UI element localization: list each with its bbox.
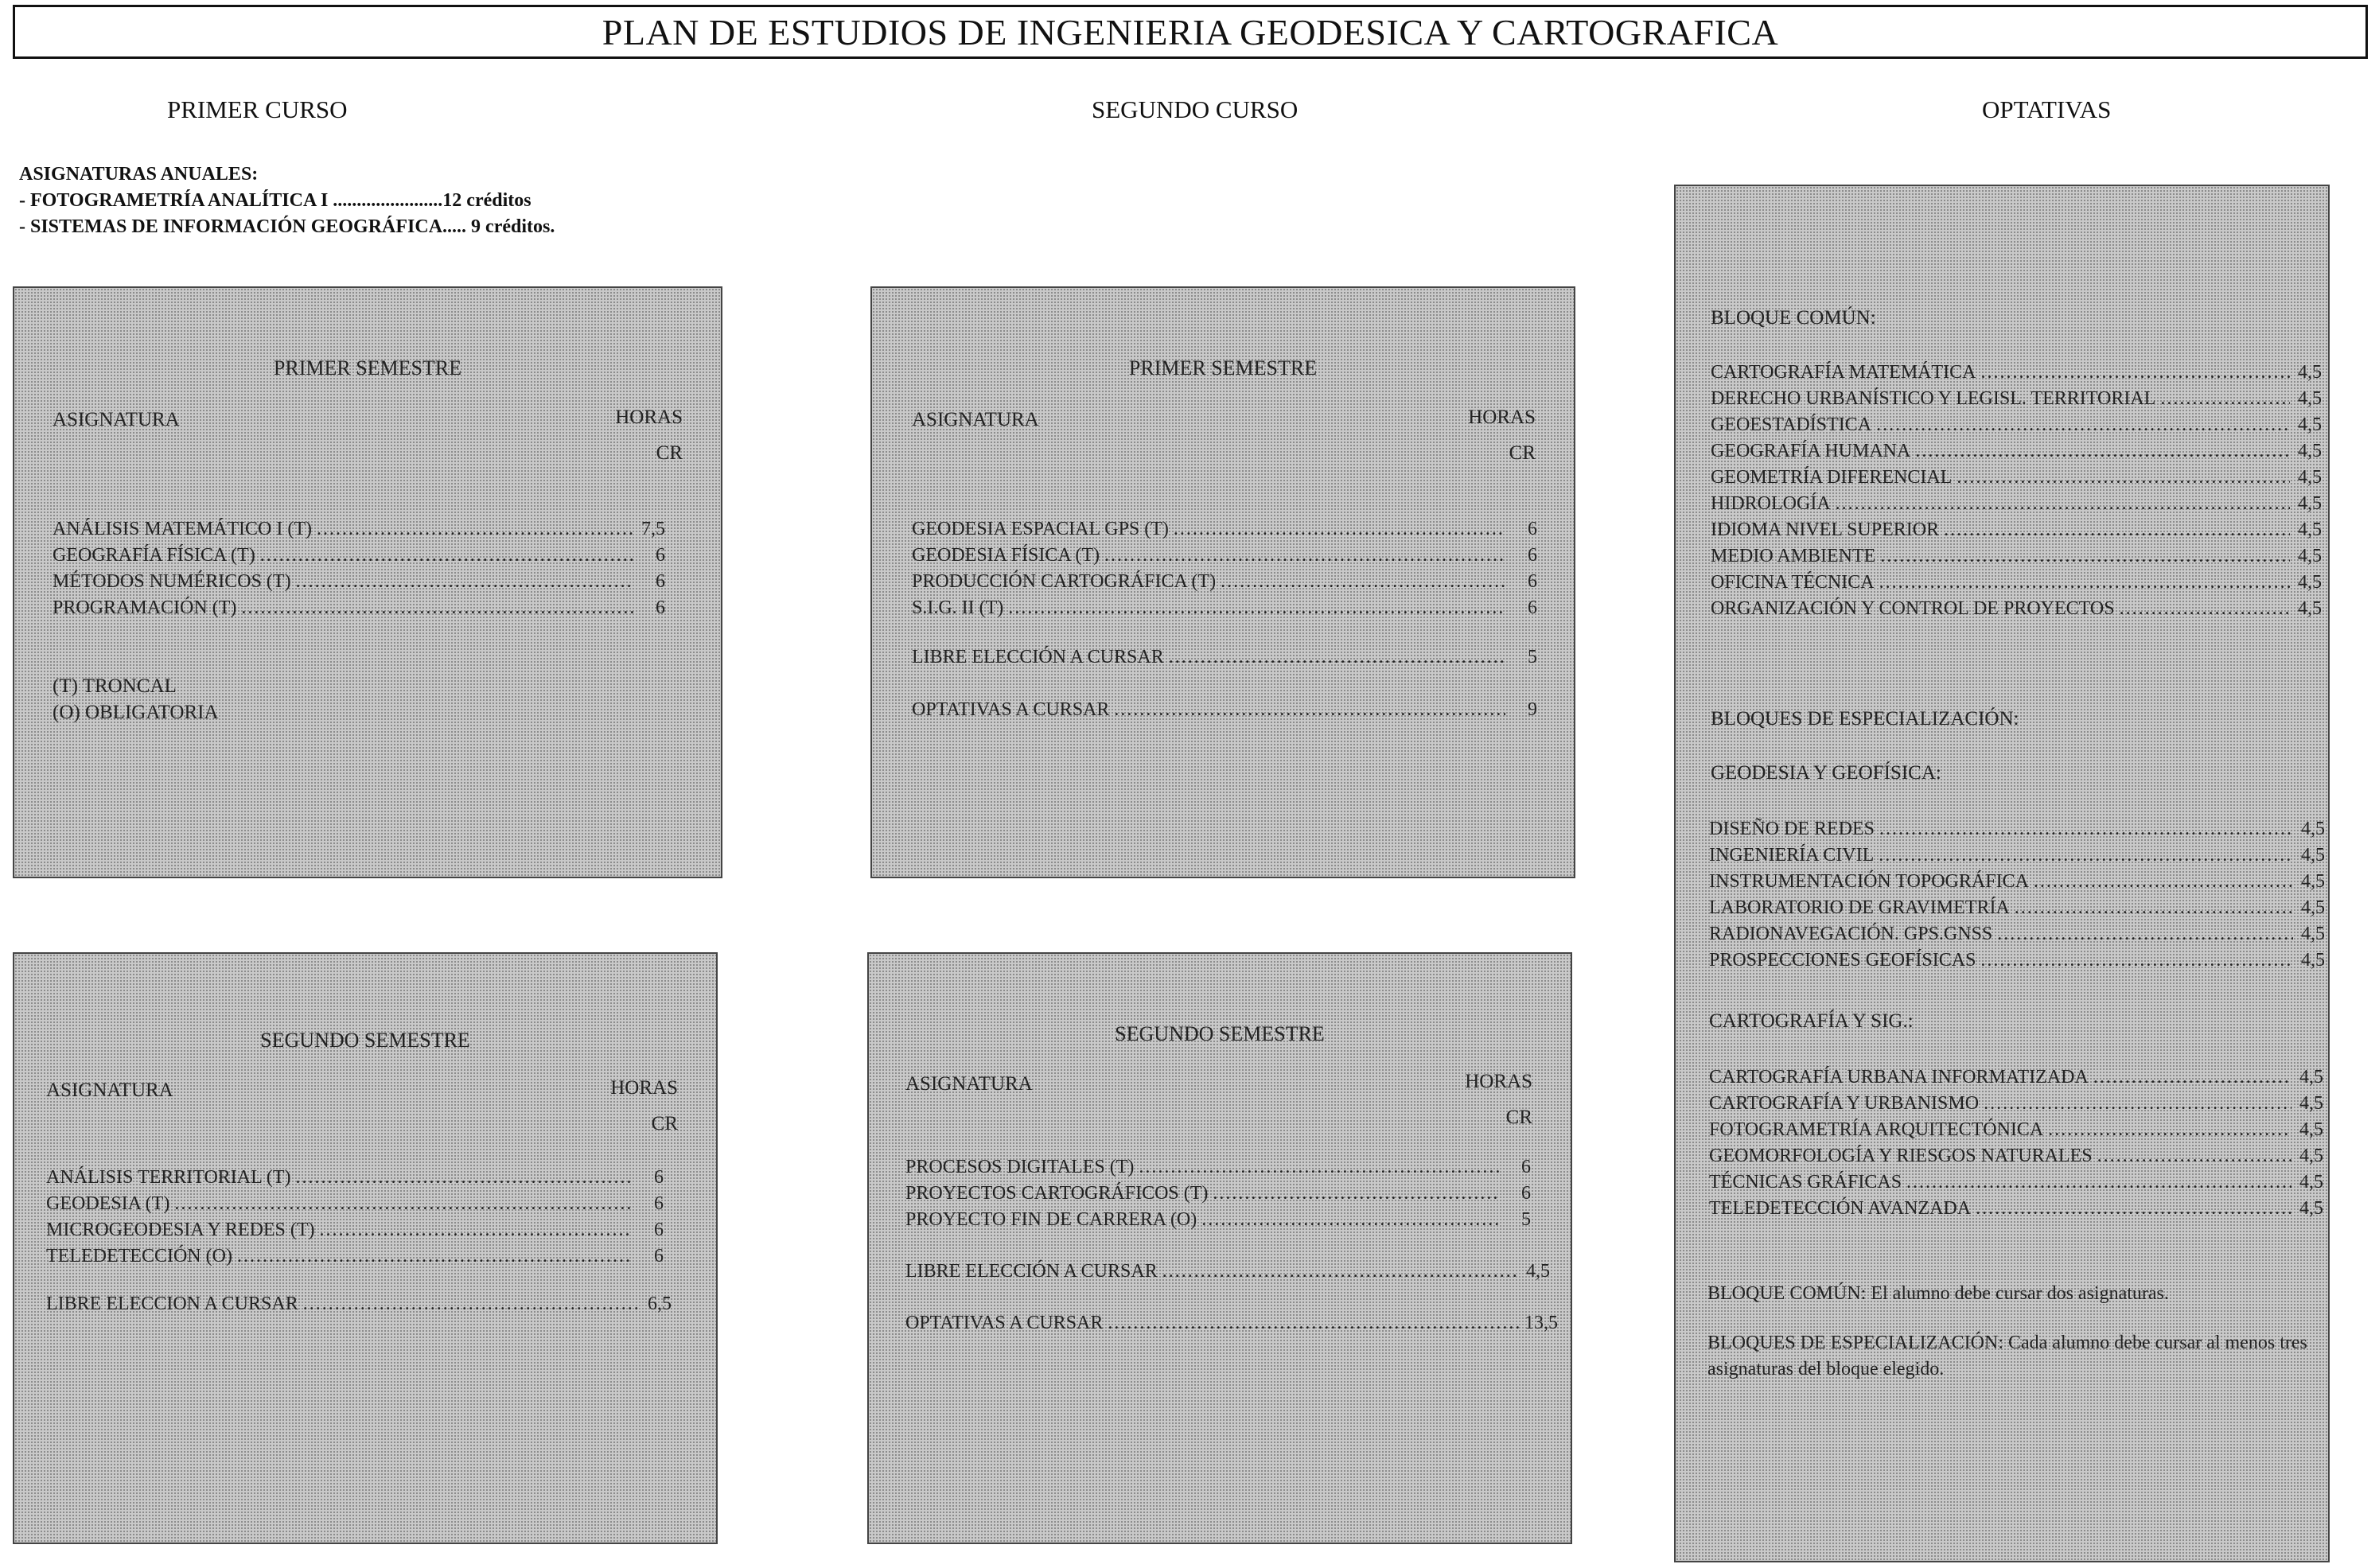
- subject-name: MÉTODOS NUMÉRICOS (T): [53, 571, 291, 592]
- optativa-credits: 4,5: [2298, 362, 2322, 383]
- annual-heading: ASIGNATURAS ANUALES:: [19, 164, 259, 185]
- subject-row: [46, 1217, 664, 1243]
- leader-dots: [241, 595, 633, 621]
- panel-segundo-curso-primer-semestre: [870, 286, 1575, 878]
- optativa-name: GEOESTADÍSTICA: [1711, 414, 1872, 435]
- subject-name: ANÁLISIS MATEMÁTICO I (T): [53, 519, 312, 539]
- optativa-credits: 4,5: [2298, 388, 2322, 409]
- subject-credits: 6: [1528, 597, 1537, 618]
- subject-list: [53, 516, 665, 621]
- leader-dots: [1880, 543, 2290, 570]
- optativa-credits: 4,5: [2301, 924, 2325, 944]
- subject-name: PROGRAMACIÓN (T): [53, 597, 237, 618]
- subject-list: [905, 1154, 1531, 1233]
- column-header-horas-label: HORAS: [610, 1077, 678, 1099]
- leader-dots: [1174, 516, 1505, 543]
- subject-credits: 6: [654, 1167, 664, 1188]
- optativa-name: FOTOGRAMETRÍA ARQUITECTÓNICA: [1709, 1119, 2044, 1140]
- leader-dots: [174, 1191, 632, 1217]
- cartografia-sig-list: [1709, 1064, 2323, 1222]
- subject-credits: 7,5: [641, 519, 665, 539]
- optativa-name: CARTOGRAFÍA URBANA INFORMATIZADA: [1709, 1067, 2089, 1087]
- subject-credits: 6: [1528, 519, 1537, 539]
- leader-dots: [1879, 816, 2293, 842]
- bloque-comun-heading: BLOQUE COMÚN:: [1711, 307, 1876, 329]
- leader-dots: [296, 1165, 632, 1191]
- document-title: PLAN DE ESTUDIOS DE INGENIERIA GEODESICA Y CARTOGRAFICA: [602, 11, 1779, 53]
- leader-dots: [2015, 895, 2293, 921]
- libre-eleccion-label: LIBRE ELECCIÓN A CURSAR: [905, 1261, 1158, 1282]
- primer-curso-heading: PRIMER CURSO: [167, 95, 348, 123]
- leader-dots: [1104, 543, 1505, 569]
- libre-eleccion-row: [905, 1259, 1550, 1285]
- leader-dots: [1944, 517, 2290, 543]
- optativas-a-cursar-row: [912, 697, 1537, 723]
- leader-dots: [296, 569, 633, 595]
- subject-row: [912, 516, 1537, 543]
- libre-eleccion-label: LIBRE ELECCIÓN A CURSAR: [912, 647, 1164, 667]
- leader-dots: [1906, 1169, 2291, 1196]
- semester-title: PRIMER SEMESTRE: [273, 356, 462, 379]
- optativa-row: [1709, 1169, 2323, 1196]
- column-header-horas-label: HORAS: [1465, 1071, 1532, 1092]
- column-header-horas-label: HORAS: [615, 407, 683, 428]
- leader-dots: [1836, 491, 2290, 517]
- subject-row: [905, 1154, 1531, 1181]
- libre-eleccion-credits: 4,5: [1526, 1261, 1550, 1282]
- leader-dots: [1997, 921, 2293, 947]
- subject-name: PRODUCCIÓN CARTOGRÁFICA (T): [912, 571, 1217, 592]
- optativa-row: [1709, 895, 2325, 921]
- column-header-horas-label: HORAS: [1468, 407, 1536, 428]
- column-header-asignatura: ASIGNATURA: [912, 409, 1039, 430]
- leader-dots: [1008, 595, 1505, 621]
- column-header-horas: [1468, 399, 1536, 471]
- optativa-name: HIDROLOGÍA: [1711, 493, 1831, 514]
- optativa-row: [1709, 816, 2325, 842]
- subject-credits: 5: [1521, 1209, 1531, 1230]
- optativa-name: GEOMORFOLOGÍA Y RIESGOS NATURALES: [1709, 1146, 2093, 1166]
- optativa-row: [1711, 386, 2322, 412]
- optativas-a-cursar-row: [905, 1310, 1558, 1336]
- leader-dots: [2048, 1117, 2291, 1143]
- optativa-credits: 4,5: [2298, 414, 2322, 435]
- subject-name: PROYECTOS CARTOGRÁFICOS (T): [905, 1183, 1209, 1204]
- subject-credits: 6: [1528, 545, 1537, 566]
- subject-row: [53, 543, 665, 569]
- optativa-name: CARTOGRAFÍA Y URBANISMO: [1709, 1093, 1980, 1114]
- subject-row: [53, 569, 665, 595]
- leader-dots: [2120, 596, 2290, 622]
- subject-list: [46, 1165, 664, 1270]
- libre-eleccion-credits: 6,5: [648, 1294, 672, 1314]
- optativa-name: GEOMETRÍA DIFERENCIAL: [1711, 467, 1953, 488]
- optativa-row: [1711, 543, 2322, 570]
- optativa-row: [1709, 947, 2325, 974]
- leader-dots: [1114, 697, 1505, 723]
- optativas-a-cursar-credits: 9: [1528, 699, 1537, 720]
- optativa-row: [1709, 1117, 2323, 1143]
- optativa-credits: 4,5: [2298, 467, 2322, 488]
- optativa-name: TÉCNICAS GRÁFICAS: [1709, 1172, 1902, 1193]
- leader-dots: [1984, 1091, 2291, 1117]
- subject-row: [46, 1243, 664, 1270]
- optativa-row: [1711, 412, 2322, 438]
- geodesia-geofisica-heading: GEODESIA Y GEOFÍSICA:: [1711, 762, 1941, 784]
- subject-credits: 6: [656, 545, 665, 566]
- optativa-row: [1711, 465, 2322, 491]
- optativa-row: [1711, 491, 2322, 517]
- optativa-name: IDIOMA NIVEL SUPERIOR: [1711, 519, 1940, 540]
- note-bloques-especializacion: BLOQUES DE ESPECIALIZACIÓN: Cada alumno debe cursar al menos tres asignaturas del bloque elegido.: [1707, 1333, 2307, 1379]
- optativa-row: [1709, 842, 2325, 869]
- leader-dots: [2160, 386, 2290, 412]
- leader-dots: [1876, 412, 2290, 438]
- optativa-row: [1709, 1064, 2323, 1091]
- note-bloque-comun: BLOQUE COMÚN: El alumno debe cursar dos asignaturas.: [1707, 1283, 2169, 1304]
- optativa-credits: 4,5: [2301, 897, 2325, 918]
- column-header-cr-label: CR: [1509, 442, 1536, 464]
- optativa-row: [1711, 517, 2322, 543]
- subject-name: PROCESOS DIGITALES (T): [905, 1157, 1135, 1177]
- optativa-credits: 4,5: [2299, 1119, 2323, 1140]
- semester-title: SEGUNDO SEMESTRE: [1115, 1022, 1325, 1045]
- subject-row: [905, 1207, 1531, 1233]
- optativa-credits: 4,5: [2301, 819, 2325, 839]
- optativa-name: GEOGRAFÍA HUMANA: [1711, 441, 1911, 461]
- libre-eleccion-list: [912, 644, 1537, 671]
- optativa-credits: 4,5: [2298, 598, 2322, 619]
- optativa-credits: 4,5: [2299, 1146, 2323, 1166]
- leader-dots: [1976, 1196, 2291, 1222]
- optativa-row: [1709, 1196, 2323, 1222]
- column-header-horas: [1465, 1064, 1532, 1135]
- optativa-row: [1711, 360, 2322, 386]
- optativa-credits: 4,5: [2299, 1172, 2323, 1193]
- subject-credits: 6: [654, 1193, 664, 1214]
- optativa-credits: 4,5: [2298, 519, 2322, 540]
- optativas-heading: OPTATIVAS: [1982, 95, 2112, 123]
- subject-name: TELEDETECCIÓN (O): [46, 1246, 232, 1266]
- subject-credits: 6: [1521, 1157, 1531, 1177]
- subject-name: ANÁLISIS TERRITORIAL (T): [46, 1167, 291, 1188]
- subject-credits: 6: [654, 1220, 664, 1240]
- optativa-row: [1711, 438, 2322, 465]
- column-header-cr-label: CR: [656, 442, 683, 464]
- optativa-name: ORGANIZACIÓN Y CONTROL DE PROYECTOS: [1711, 598, 2115, 619]
- optativa-credits: 4,5: [2298, 493, 2322, 514]
- document-title-box: [13, 5, 2368, 59]
- optativas-a-cursar-list: [905, 1310, 1558, 1336]
- leader-dots: [2093, 1064, 2291, 1091]
- annual-subjects: [19, 161, 555, 240]
- optativa-row: [1711, 570, 2322, 596]
- subject-row: [912, 569, 1537, 595]
- subject-credits: 6: [656, 571, 665, 592]
- bloque-comun-list: [1711, 360, 2322, 622]
- segundo-curso-heading: SEGUNDO CURSO: [1092, 95, 1299, 123]
- optativa-credits: 4,5: [2298, 546, 2322, 566]
- libre-eleccion-label: LIBRE ELECCION A CURSAR: [46, 1294, 298, 1314]
- optativa-credits: 4,5: [2301, 871, 2325, 892]
- leader-dots: [1957, 465, 2290, 491]
- leader-dots: [1169, 644, 1505, 671]
- column-header-cr-label: CR: [1505, 1107, 1532, 1128]
- subject-name: PROYECTO FIN DE CARRERA (O): [905, 1209, 1197, 1230]
- optativa-name: INGENIERÍA CIVIL: [1709, 845, 1875, 866]
- subject-row: [912, 543, 1537, 569]
- panel-optativas: [1674, 185, 2330, 1562]
- subject-row: [912, 595, 1537, 621]
- optativa-row: [1709, 1143, 2323, 1169]
- libre-eleccion-row: [912, 644, 1537, 671]
- optativas-a-cursar-label: OPTATIVAS A CURSAR: [912, 699, 1110, 720]
- optativa-credits: 4,5: [2298, 572, 2322, 593]
- leader-dots: [1108, 1310, 1520, 1336]
- annual-line-sig: - SISTEMAS DE INFORMACIÓN GEOGRÁFICA..... 9 créditos.: [19, 216, 555, 237]
- leader-dots: [1980, 947, 2293, 974]
- subject-name: GEODESIA ESPACIAL GPS (T): [912, 519, 1169, 539]
- subject-name: GEODESIA FÍSICA (T): [912, 545, 1100, 566]
- optativa-row: [1711, 596, 2322, 622]
- annual-line-fotogrametria: - FOTOGRAMETRÍA ANALÍTICA I .......................12 créditos: [19, 190, 531, 211]
- column-header-asignatura: ASIGNATURA: [53, 409, 180, 430]
- column-header-cr-label: CR: [651, 1113, 678, 1134]
- column-header-asignatura: ASIGNATURA: [905, 1073, 1033, 1095]
- optativa-name: TELEDETECCIÓN AVANZADA: [1709, 1198, 1972, 1219]
- leader-dots: [317, 516, 633, 543]
- leader-dots: [2097, 1143, 2291, 1169]
- semester-title: PRIMER SEMESTRE: [1128, 356, 1318, 379]
- optativa-credits: 4,5: [2299, 1067, 2323, 1087]
- leader-dots: [260, 543, 633, 569]
- panel-segundo-curso-segundo-semestre: [867, 952, 1572, 1544]
- optativa-row: [1709, 1091, 2323, 1117]
- optativa-name: LABORATORIO DE GRAVIMETRÍA: [1709, 897, 2010, 918]
- panel-primer-curso-segundo-semestre: [13, 952, 718, 1544]
- optativa-name: RADIONAVEGACIÓN. GPS.GNSS: [1709, 924, 1993, 944]
- leader-dots: [320, 1217, 632, 1243]
- subject-row: [53, 595, 665, 621]
- geodesia-geofisica-list: [1709, 816, 2325, 974]
- libre-eleccion-credits: 5: [1528, 647, 1537, 667]
- optativa-credits: 4,5: [2301, 845, 2325, 866]
- libre-eleccion-list: [46, 1291, 672, 1317]
- subject-name: S.I.G. II (T): [912, 597, 1004, 618]
- cartografia-sig-heading: CARTOGRAFÍA Y SIG.:: [1709, 1010, 1914, 1032]
- leader-dots: [1201, 1207, 1499, 1233]
- leader-dots: [1980, 360, 2290, 386]
- optativa-name: INSTRUMENTACIÓN TOPOGRÁFICA: [1709, 871, 2029, 892]
- leader-dots: [303, 1291, 640, 1317]
- bloques-especializacion-heading: BLOQUES DE ESPECIALIZACIÓN:: [1711, 708, 2019, 730]
- optativa-row: [1709, 921, 2325, 947]
- subject-name: GEODESIA (T): [46, 1193, 170, 1214]
- optativa-name: MEDIO AMBIENTE: [1711, 546, 1876, 566]
- subject-credits: 6: [1521, 1183, 1531, 1204]
- optativa-name: OFICINA TÉCNICA: [1711, 572, 1875, 593]
- subject-row: [53, 516, 665, 543]
- optativa-credits: 4,5: [2301, 950, 2325, 971]
- leader-dots: [1139, 1154, 1499, 1181]
- subject-row: [905, 1181, 1531, 1207]
- leader-dots: [1213, 1181, 1499, 1207]
- libre-eleccion-row: [46, 1291, 672, 1317]
- legend-obligatoria: (O) OBLIGATORIA: [53, 702, 219, 723]
- optativa-credits: 4,5: [2298, 441, 2322, 461]
- optativas-a-cursar-label: OPTATIVAS A CURSAR: [905, 1313, 1104, 1333]
- column-header-horas: [615, 399, 683, 471]
- optativa-row: [1709, 869, 2325, 895]
- leader-dots: [1879, 570, 2290, 596]
- leader-dots: [1915, 438, 2290, 465]
- optativas-a-cursar-credits: 13,5: [1524, 1313, 1558, 1333]
- subject-credits: 6: [654, 1246, 664, 1266]
- optativa-name: PROSPECCIONES GEOFÍSICAS: [1709, 950, 1976, 971]
- semester-title: SEGUNDO SEMESTRE: [260, 1029, 470, 1052]
- optativa-name: CARTOGRAFÍA MATEMÁTICA: [1711, 362, 1976, 383]
- optativa-credits: 4,5: [2299, 1198, 2323, 1219]
- leader-dots: [237, 1243, 632, 1270]
- subject-name: GEOGRAFÍA FÍSICA (T): [53, 545, 255, 566]
- leader-dots: [1221, 569, 1505, 595]
- leader-dots: [1162, 1259, 1518, 1285]
- leader-dots: [2034, 869, 2293, 895]
- legend-troncal: (T) TRONCAL: [53, 675, 177, 697]
- optativa-name: DERECHO URBANÍSTICO Y LEGISL. TERRITORIAL: [1711, 388, 2156, 409]
- subject-list: [912, 516, 1537, 621]
- optativas-a-cursar-list: [912, 697, 1537, 723]
- column-header-horas: [610, 1070, 678, 1142]
- subject-credits: 6: [656, 597, 665, 618]
- libre-eleccion-list: [905, 1259, 1550, 1285]
- optativa-credits: 4,5: [2299, 1093, 2323, 1114]
- subject-name: MICROGEODESIA Y REDES (T): [46, 1220, 315, 1240]
- subject-credits: 6: [1528, 571, 1537, 592]
- subject-row: [46, 1165, 664, 1191]
- subject-row: [46, 1191, 664, 1217]
- column-header-asignatura: ASIGNATURA: [46, 1080, 173, 1101]
- optativa-name: DISEÑO DE REDES: [1709, 819, 1875, 839]
- leader-dots: [1879, 842, 2293, 869]
- panel-primer-curso-primer-semestre: [13, 286, 722, 878]
